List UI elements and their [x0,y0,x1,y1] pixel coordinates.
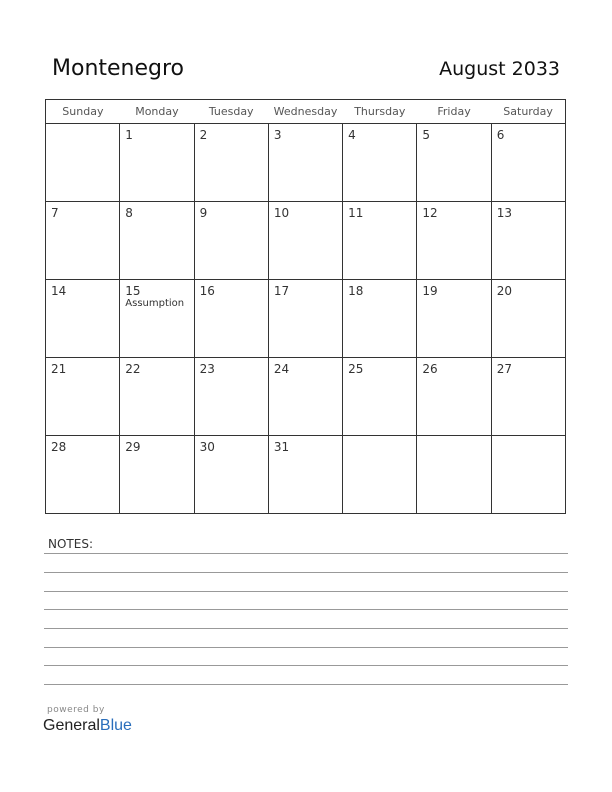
notes-line [44,665,568,666]
weekday-wednesday: Wednesday [268,100,342,124]
month-title: August 2033 [439,58,560,80]
day-cell [46,124,120,202]
day-number: 25 [348,362,364,376]
day-cell [120,436,194,514]
holiday-label: Assumption [125,298,185,309]
day-number: 5 [422,128,431,142]
brand-blue: Blue [99,717,132,734]
day-cell [194,358,268,436]
day-number: 28 [51,440,67,454]
day-number: 22 [125,362,141,376]
day-cell [491,202,565,280]
day-number: 12 [422,206,438,220]
day-cell [268,358,342,436]
day-cell [194,280,268,358]
day-cell [343,436,417,514]
day-cell [417,280,491,358]
day-number: 27 [496,362,512,376]
day-number: 29 [125,440,141,454]
day-cell [417,124,491,202]
week-row [46,436,566,514]
weekday-saturday: Saturday [491,100,565,124]
day-cell [194,436,268,514]
day-cell [46,358,120,436]
day-cell [46,436,120,514]
day-cell [268,124,342,202]
day-number: 31 [273,440,290,454]
notes-line [44,572,568,573]
day-number: 4 [348,128,356,142]
day-number: 8 [125,206,133,220]
day-cell [120,358,194,436]
day-number: 17 [273,284,290,298]
notes-line [44,591,568,592]
day-number: 9 [199,206,208,220]
day-cell [343,280,417,358]
day-number: 3 [273,128,282,142]
powered-by-text: powered by [47,705,105,715]
weekday-header-row [46,100,566,124]
day-cell [491,436,565,514]
day-number: 1 [125,128,133,142]
day-number: 24 [273,362,290,376]
week-row [46,358,566,436]
day-number: 13 [496,206,512,220]
day-number: 20 [496,284,512,298]
day-cell [417,202,491,280]
country-title: Montenegro [52,56,185,81]
day-cell [268,202,342,280]
day-number: 26 [422,362,438,376]
notes-line [44,647,568,648]
notes-label: NOTES: [48,537,93,551]
day-number: 21 [51,362,67,376]
day-cell [491,280,565,358]
week-row [46,124,566,202]
day-cell [46,280,120,358]
day-number: 23 [199,362,215,376]
day-cell [417,358,491,436]
day-cell [343,124,417,202]
notes-line [44,684,568,685]
weekday-monday: Monday [120,100,194,124]
day-cell [120,124,194,202]
day-number: 10 [273,206,290,220]
notes-line [44,609,568,610]
day-cell [491,124,565,202]
day-number: 18 [348,284,364,298]
generalblue-logo[interactable] [43,717,132,735]
day-cell [120,202,194,280]
day-cell [120,280,194,358]
day-cell [194,202,268,280]
day-cell [417,436,491,514]
notes-line [44,553,568,554]
day-number: 7 [51,206,59,220]
weekday-thursday: Thursday [343,100,417,124]
day-cell [343,202,417,280]
day-cell [194,124,268,202]
day-number: 16 [199,284,215,298]
notes-line [44,628,568,629]
day-number: 30 [199,440,215,454]
day-number: 19 [422,284,438,298]
day-number: 15 [125,284,141,298]
day-cell [343,358,417,436]
day-cell [46,202,120,280]
weekday-friday: Friday [417,100,491,124]
day-number: 6 [496,128,505,142]
week-row [46,280,566,358]
day-number: 14 [51,284,67,298]
week-row [46,202,566,280]
day-cell [268,436,342,514]
calendar-grid [45,99,566,514]
day-number: 11 [348,206,364,220]
day-cell [268,280,342,358]
weekday-sunday: Sunday [46,100,120,124]
weekday-tuesday: Tuesday [194,100,268,124]
brand-general: General [43,717,100,734]
day-number: 2 [199,128,208,142]
day-cell [491,358,565,436]
